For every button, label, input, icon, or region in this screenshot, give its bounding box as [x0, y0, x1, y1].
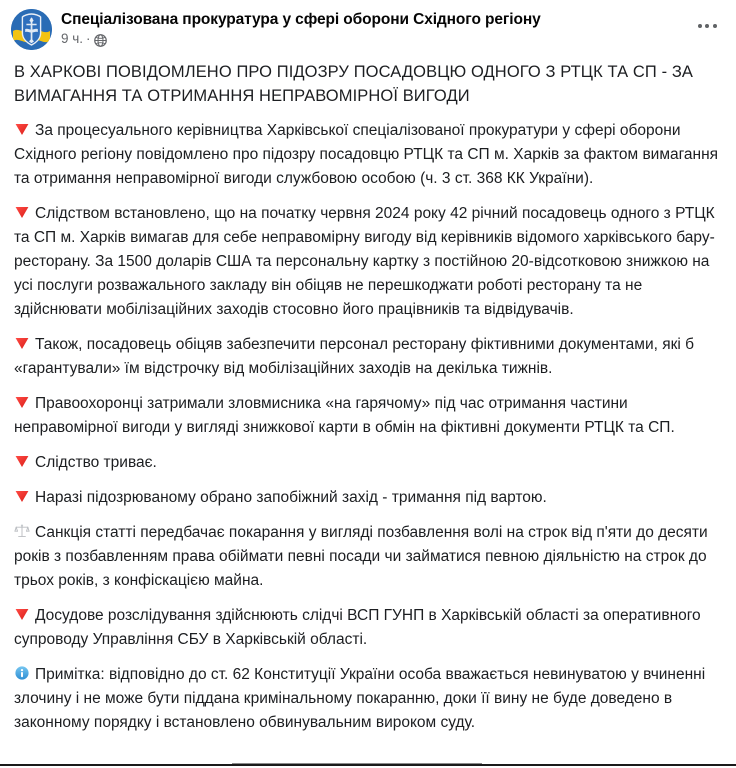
- header-text-block: [61, 9, 541, 47]
- post-paragraph: [14, 486, 722, 510]
- post-options-button[interactable]: [692, 17, 722, 35]
- paragraph-text: Санкція статті передбачає покарання у вигляді позбавлення волі на строк від п'яти до десяти років з позбавленням права обіймати певні посади чи займатися певною діяльністю на строк до трьох років, з конфіскацією майна.: [14, 524, 708, 589]
- paragraph-text: Слідство триває.: [35, 454, 157, 471]
- meta-separator: ·: [86, 31, 91, 46]
- paragraph-text: Також, посадовець обіцяв забезпечити персонал ресторану фіктивними документами, які б «гарантували» їм відстрочку від мобілізаційних заходів на декілька тижнів.: [14, 336, 695, 377]
- avatar[interactable]: [11, 9, 52, 50]
- globe-public-icon[interactable]: [94, 34, 107, 47]
- red-triangle-down-icon: [14, 204, 30, 220]
- paragraph-text: Правоохоронці затримали зловмисника «на гарячому» під час отримання частини неправомірної вигоди у вигляді знижкової карти в обмін на фіктивні документи РТЦК та СП.: [14, 395, 675, 436]
- red-triangle-down-icon: [14, 335, 30, 351]
- ellipsis-dot-3: [713, 24, 717, 28]
- post-paragraph: [14, 333, 722, 381]
- blue-info-icon: [14, 665, 30, 681]
- post-body: [0, 50, 736, 735]
- paragraph-text: Слідством встановлено, що на початку червня 2024 року 42 річний посадовець одного з РТЦК та СП м. Харків вимагав для себе неправомірну вигоду від керівників відомого харківського бару-ресторану. За 1500 доларів США та персональну картку з постійною 20-відсотковою знижкою на усі послуги розважального закладу він обіцяв не перешкоджати роботі ресторану та не здійснювати мобілізаційних заходів стосовно його працівників та відвідувачів.: [14, 205, 715, 318]
- red-triangle-down-icon: [14, 121, 30, 137]
- post-paragraph: [14, 202, 722, 322]
- red-triangle-down-icon: [14, 453, 30, 469]
- red-triangle-down-icon: [14, 606, 30, 622]
- page-name[interactable]: Спеціалізована прокуратура у сфері оборони Східного регіону: [61, 11, 541, 28]
- post-meta: [61, 31, 541, 47]
- paragraph-text: Наразі підозрюваному обрано запобіжний захід - тримання під вартою.: [35, 489, 547, 506]
- post-paragraph: [14, 451, 722, 475]
- paragraph-text: Досудове розслідування здійснюють слідчі ВСП ГУНП в Харківській області за оперативного супроводу Управління СБУ в Харківській області.: [14, 607, 701, 648]
- prosecutor-emblem-icon: [11, 9, 52, 50]
- post-timestamp[interactable]: 9 ч.: [61, 31, 84, 46]
- post-paragraph: [14, 392, 722, 440]
- red-triangle-down-icon: [14, 394, 30, 410]
- bottom-divider: [0, 764, 736, 766]
- post-paragraph: [14, 663, 722, 735]
- balance-scale-icon: [14, 523, 30, 539]
- post-title: В ХАРКОВІ ПОВІДОМЛЕНО ПРО ПІДОЗРУ ПОСАДОВЦЮ ОДНОГО З РТЦК ТА СП - ЗА ВИМАГАННЯ ТА ОТРИМАННЯ НЕПРАВОМІРНОЇ ВИГОДИ: [14, 63, 694, 105]
- post-header: [0, 0, 736, 50]
- ellipsis-dot-1: [698, 24, 702, 28]
- paragraph-text: Примітка: відповідно до ст. 62 Конституції України особа вважається невинуватою у вчиненні злочину і не може бути піддана кримінальному покаранню, доки її вину не буде доведено в законному порядку і встановлено обвинувальним вироком суду.: [14, 666, 706, 731]
- post-paragraph: [14, 119, 722, 191]
- red-triangle-down-icon: [14, 488, 30, 504]
- post-paragraph: [14, 521, 722, 593]
- paragraph-text: За процесуального керівництва Харківської спеціалізованої прокуратури у сфері оборони Східного регіону повідомлено про підозру посадовцю РТЦК та СП м. Харків за фактом вимагання та отримання неправомірної вигоди службовою особою (ч. 3 ст. 368 КК України).: [14, 122, 719, 187]
- post-paragraph: [14, 604, 722, 652]
- ellipsis-dot-2: [705, 24, 709, 28]
